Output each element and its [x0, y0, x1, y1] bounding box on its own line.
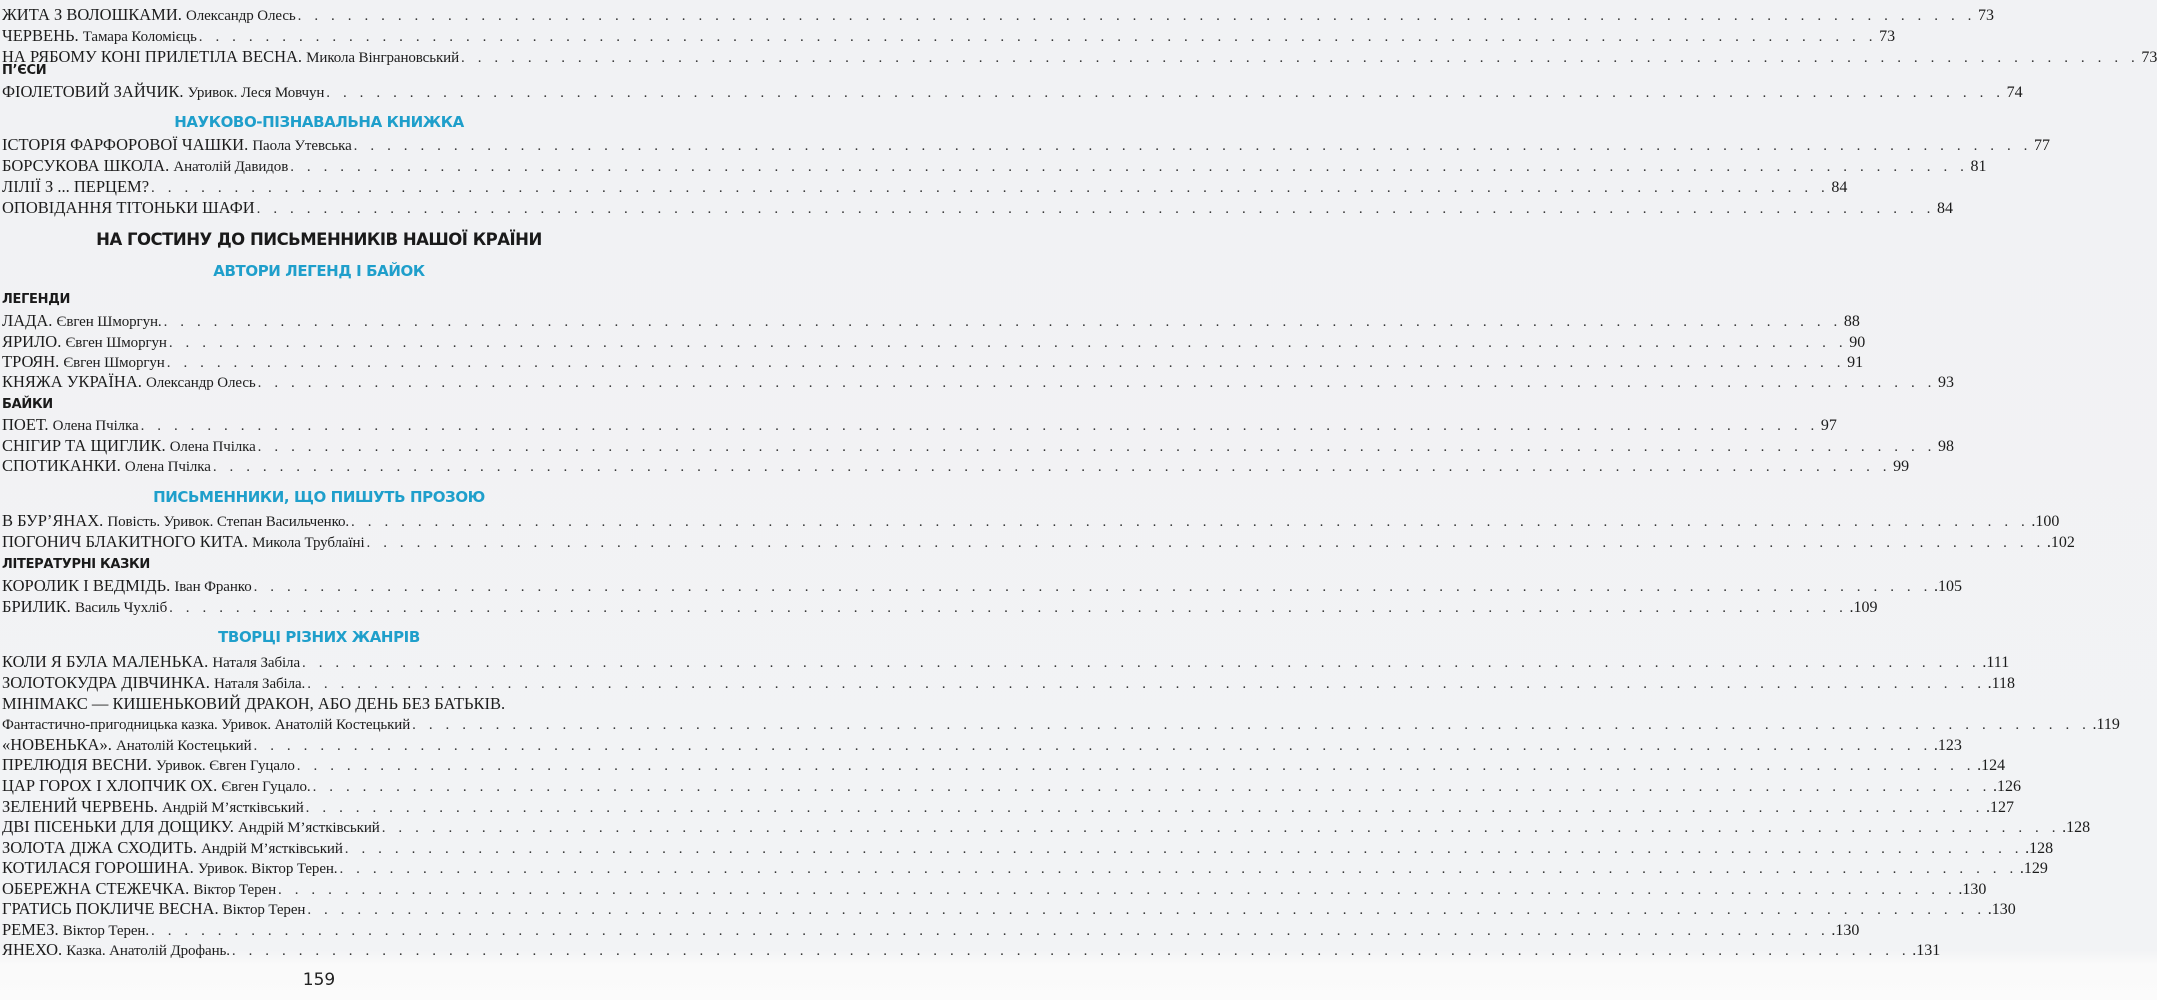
leader-dots: . . . . . . . . . . . . . . . . . . . . . . . . . . . . . . . . . . . . . . . . . . . . . . . . . . . . . . . . . . . . . . . . . . . . . . . . . . . . . . . . . . . . . . . . . . . . . . . . . . . . . [351, 514, 2030, 530]
toc-entry[interactable] [2, 651, 2010, 672]
entry-title: «НОВЕНЬКА». [2, 735, 112, 754]
leader-dots: . . . . . . . . . . . . . . . . . . . . . . . . . . . . . . . . . . . . . . . . . . . . . . . . . . . . . . . . . . . . . . . . . . . . . . . . . . . . . . . . . . . . . . . . . . . . . . . . . . . . . [231, 943, 1911, 959]
entry-page: 93 [1938, 374, 1955, 391]
entry-page: 84 [1831, 179, 1848, 196]
entry-page: 77 [2034, 137, 2051, 154]
entry-author: Тамара Коломієць [82, 29, 197, 45]
entry-page: .128 [2062, 819, 2091, 836]
entry-page: .119 [2092, 716, 2120, 733]
leader-dots: . . . . . . . . . . . . . . . . . . . . . . . . . . . . . . . . . . . . . . . . . . . . . . . . . . . . . . . . . . . . . . . . . . . . . . . . . . . . . . . . . . . . . . . . . . . . . . . . . . . . . [253, 579, 1932, 595]
entry-author: Анатолій Костецький [115, 738, 252, 754]
entry-author: Уривок. Леся Мовчун [187, 85, 325, 101]
leader-dots: . . . . . . . . . . . . . . . . . . . . . . . . . . . . . . . . . . . . . . . . . . . . . . . . . . . . . . . . . . . . . . . . . . . . . . . . . . . . . . . . . . . . . . . . . . . . . . . . . . . . . [257, 375, 1937, 391]
entry-title: ДВІ ПІСЕНЬКИ ДЛЯ ДОЩИКУ. [2, 817, 234, 836]
leader-dots: . . . . . . . . . . . . . . . . . . . . . . . . . . . . . . . . . . . . . . . . . . . . . . . . . . . . . . . . . . . . . . . . . . . . . . . . . . . . . . . . . . . . . . . . . . . . . . . . . . . . . [212, 459, 1892, 475]
entry-author: Андрій М’ястківський [201, 841, 343, 857]
leader-dots: . . . . . . . . . . . . . . . . . . . . . . . . . . . . . . . . . . . . . . . . . . . . . . . . . . . . . . . . . . . . . . . . . . . . . . . . . . . . . . . . . . . . . . . . . . . . . . . . . . . . . [163, 314, 1842, 330]
entry-author: Віктор Терен [222, 902, 306, 918]
entry-author: Віктор Терен [193, 882, 276, 898]
entry-title: ЗОЛОТА ДІЖА СХОДИТЬ. [2, 838, 197, 857]
section-heading-prose: ПИСЬМЕННИКИ, ЩО ПИШУТЬ ПРОЗОЮ [153, 488, 485, 506]
entry-title: ТРОЯН. [2, 352, 60, 371]
leader-dots: . . . . . . . . . . . . . . . . . . . . . . . . . . . . . . . . . . . . . . . . . . . . . . . . . . . . . . . . . . . . . . . . . . . . . . . . . . . . . . . . . . . . . . . . . . . . . . . . . . . . . [344, 841, 2024, 857]
entry-title: РЕМЕЗ. [2, 920, 59, 939]
entry-page: .109 [1849, 599, 1878, 616]
leader-dots: . . . . . . . . . . . . . . . . . . . . . . . . . . . . . . . . . . . . . . . . . . . . . . . . . . . . . . . . . . . . . . . . . . . . . . . . . . . . . . . . . . . . . . . . . . . . . . . . . . . . . [166, 355, 1846, 371]
entry-title: ЗЕЛЕНИЙ ЧЕРВЕНЬ. [2, 797, 158, 816]
toc-entry[interactable] [2, 46, 2157, 67]
entry-author: Василь Чухліб [74, 600, 168, 616]
entry-page: 73 [1879, 28, 1896, 45]
entry-page: 84 [1937, 200, 1953, 217]
entry-page: .127 [1986, 799, 2015, 816]
entry-author: Фантастично-пригодницька казка. Уривок. Анатолій Костецький [2, 717, 411, 733]
toc-entry[interactable] [2, 857, 2048, 878]
entry-title: КНЯЖА УКРАЇНА. [2, 372, 142, 391]
entry-title: ФІОЛЕТОВИЙ ЗАЙЧИК. [2, 82, 184, 101]
subsection-heading-plays: П’ЄСИ [2, 63, 47, 78]
toc-entry[interactable] [2, 837, 2054, 858]
entry-page: .128 [2025, 840, 2054, 857]
entry-author: Євген Гуцало. [221, 779, 311, 795]
leader-dots: . . . . . . . . . . . . . . . . . . . . . . . . . . . . . . . . . . . . . . . . . . . . . . . . . . . . . . . . . . . . . . . . . . . . . . . . . . . . . . . . . . . . . . . . . . . . . . . . . . . . . [381, 820, 2061, 836]
leader-dots: . . . . . . . . . . . . . . . . . . . . . . . . . . . . . . . . . . . . . . . . . . . . . . . . . . . . . . . . . . . . . . . . . . . . . . . . . . . . . . . . . . . . . . . . . . . . . . . . . . . . . [302, 655, 1981, 671]
subsection-heading-legends: ЛЕГЕНДИ [2, 292, 71, 307]
entry-title: ІСТОРІЯ ФАРФОРОВОЇ ЧАШКИ. [2, 135, 249, 154]
entry-title: В БУР’ЯНАХ. [2, 511, 104, 530]
entry-title: ПОГОНИЧ БЛАКИТНОГО КИТА. [2, 532, 248, 551]
entry-title: БРИЛИК. [2, 597, 71, 616]
leader-dots: . . . . . . . . . . . . . . . . . . . . . . . . . . . . . . . . . . . . . . . . . . . . . . . . . . . . . . . . . . . . . . . . . . . . . . . . . . . . . . . . . . . . . . . . . . . . . . . . . . . . . [326, 85, 2005, 101]
page-number: 159 [302, 970, 336, 990]
entry-author: Євген Шморгун [65, 335, 167, 351]
entry-title: ЯНЕХО. [2, 940, 63, 959]
leader-dots: . . . . . . . . . . . . . . . . . . . . . . . . . . . . . . . . . . . . . . . . . . . . . . . . . . . . . . . . . . . . . . . . . . . . . . . . . . . . . . . . . . . . . . . . . . . . . . . . . . . . . [256, 201, 1935, 217]
entry-page: 97 [1820, 417, 1837, 434]
entry-page: .102 [2046, 534, 2075, 551]
entry-page: 73 [2141, 49, 2157, 66]
entry-page: .126 [1992, 778, 2021, 795]
section-heading-science: НАУКОВО-ПІЗНАВАЛЬНА КНИЖКА [174, 113, 464, 131]
toc-entry[interactable] [2, 898, 2016, 919]
entry-author: Євген Шморгун. [56, 314, 162, 330]
entry-author: Паола Утевська [252, 138, 352, 154]
entry-author: Олена Пчілка [124, 459, 211, 475]
entry-title: ОПОВІДАННЯ ТІТОНЬКИ ШАФИ [2, 198, 255, 217]
entry-author: Олена Пчілка [169, 439, 256, 455]
leader-dots: . . . . . . . . . . . . . . . . . . . . . . . . . . . . . . . . . . . . . . . . . . . . . . . . . . . . . . . . . . . . . . . . . . . . . . . . . . . . . . . . . . . . . . . . . . . . . . . . . . . . . [412, 717, 2091, 733]
entry-page: 88 [1843, 313, 1860, 330]
entry-page: 91 [1847, 354, 1864, 371]
leader-dots: . . . . . . . . . . . . . . . . . . . . . . . . . . . . . . . . . . . . . . . . . . . . . . . . . . . . . . . . . . . . . . . . . . . . . . . . . . . . . . . . . . . . . . . . . . . . . . . . . . . . . [366, 535, 2045, 551]
toc-entry[interactable] [2, 672, 2015, 693]
entry-author: Олександр Олесь [146, 375, 256, 391]
entry-author: Олександр Олесь [186, 8, 296, 24]
entry-title: ЦАР ГОРОХ І ХЛОПЧИК ОХ. [2, 776, 218, 795]
leader-dots: . . . . . . . . . . . . . . . . . . . . . . . . . . . . . . . . . . . . . . . . . . . . . . . . . . . . . . . . . . . . . . . . . . . . . . . . . . . . . . . . . . . . . . . . . . . . . . . . . . . . . [198, 29, 1878, 45]
leader-dots: . . . . . . . . . . . . . . . . . . . . . . . . . . . . . . . . . . . . . . . . . . . . . . . . . . . . . . . . . . . . . . . . . . . . . . . . . . . . . . . . . . . . . . . . . . . . . . . . . . . . . [257, 439, 1937, 455]
leader-dots: . . . . . . . . . . . . . . . . . . . . . . . . . . . . . . . . . . . . . . . . . . . . . . . . . . . . . . . . . . . . . . . . . . . . . . . . . . . . . . . . . . . . . . . . . . . . . . . . . . . . . [253, 738, 1932, 754]
toc-entry[interactable] [2, 713, 2120, 734]
toc-entry[interactable] [2, 575, 1962, 596]
toc-entry[interactable] [2, 414, 1837, 435]
toc-entry[interactable] [2, 331, 1866, 352]
subsection-heading-fables: БАЙКИ [2, 397, 53, 412]
toc-entry[interactable] [2, 351, 1864, 372]
leader-dots: . . . . . . . . . . . . . . . . . . . . . . . . . . . . . . . . . . . . . . . . . . . . . . . . . . . . . . . . . . . . . . . . . . . . . . . . . . . . . . . . . . . . . . . . . . . . . . . . . . . . . [151, 923, 1830, 939]
entry-page: .130 [1958, 881, 1987, 898]
leader-dots: . . . . . . . . . . . . . . . . . . . . . . . . . . . . . . . . . . . . . . . . . . . . . . . . . . . . . . . . . . . . . . . . . . . . . . . . . . . . . . . . . . . . . . . . . . . . . . . . . . . . . [278, 882, 1957, 898]
entry-author: Казка. Анатолій Дрофань. [66, 943, 230, 959]
section-heading-legends-fables: АВТОРИ ЛЕГЕНД І БАЙОК [213, 262, 425, 280]
entry-page: .131 [1912, 942, 1941, 959]
entry-title: ПРЕЛЮДІЯ ВЕСНИ. [2, 755, 152, 774]
entry-title: ПОЕТ. [2, 415, 49, 434]
toc-entry[interactable] [2, 435, 1955, 456]
toc-entry[interactable] [2, 455, 1910, 476]
main-section-heading: НА ГОСТИНУ ДО ПИСЬМЕННИКІВ НАШОЇ КРАЇНИ [96, 230, 542, 249]
toc-entry[interactable] [2, 816, 2091, 837]
entry-title: СНІГИР ТА ЩИГЛИК. [2, 436, 166, 455]
toc-entry[interactable] [2, 25, 1896, 46]
entry-title: СПОТИКАНКИ. [2, 456, 121, 475]
entry-title: ОБЕРЕЖНА СТЕЖЕЧКА. [2, 879, 190, 898]
toc-entry[interactable] [2, 919, 1860, 940]
entry-title: КОТИЛАСЯ ГОРОШИНА. [2, 858, 194, 877]
entry-author: Наталя Забіла. [213, 676, 306, 692]
entry-title: ЛАДА. [2, 311, 53, 330]
entry-page: 90 [1849, 334, 1866, 351]
entry-page: 74 [2006, 84, 2023, 101]
entry-page: .105 [1933, 578, 1962, 595]
toc-entry[interactable] [2, 754, 2006, 775]
entry-author: Микола Вінграновський [306, 50, 460, 66]
entry-title: ЖИТА З ВОЛОШКАМИ. [2, 5, 182, 24]
leader-dots: . . . . . . . . . . . . . . . . . . . . . . . . . . . . . . . . . . . . . . . . . . . . . . . . . . . . . . . . . . . . . . . . . . . . . . . . . . . . . . . . . . . . . . . . . . . . . . . . . . . . . [461, 50, 2140, 66]
leader-dots: . . . . . . . . . . . . . . . . . . . . . . . . . . . . . . . . . . . . . . . . . . . . . . . . . . . . . . . . . . . . . . . . . . . . . . . . . . . . . . . . . . . . . . . . . . . . . . . . . . . . . [353, 138, 2033, 154]
entry-page: .130 [1987, 901, 2016, 918]
entry-title: НА РЯБОМУ КОНІ ПРИЛЕТІЛА ВЕСНА. [2, 47, 303, 66]
leader-dots: . . . . . . . . . . . . . . . . . . . . . . . . . . . . . . . . . . . . . . . . . . . . . . . . . . . . . . . . . . . . . . . . . . . . . . . . . . . . . . . . . . . . . . . . . . . . . . . . . . . . . [305, 800, 1985, 816]
toc-entry[interactable] [2, 371, 1955, 392]
toc-entry[interactable] [2, 734, 1962, 755]
entry-author: Микола Трублаїні [252, 535, 365, 551]
entry-page: .111 [1982, 654, 2010, 671]
toc-entry[interactable] [2, 197, 1953, 218]
leader-dots: . . . . . . . . . . . . . . . . . . . . . . . . . . . . . . . . . . . . . . . . . . . . . . . . . . . . . . . . . . . . . . . . . . . . . . . . . . . . . . . . . . . . . . . . . . . . . . . . . . . . . [169, 600, 1848, 616]
leader-dots: . . . . . . . . . . . . . . . . . . . . . . . . . . . . . . . . . . . . . . . . . . . . . . . . . . . . . . . . . . . . . . . . . . . . . . . . . . . . . . . . . . . . . . . . . . . . . . . . . . . . . [339, 861, 2018, 877]
entry-page: .130 [1831, 922, 1860, 939]
toc-entry[interactable] [2, 310, 1860, 331]
entry-author: Анатолій Давидов [173, 159, 289, 175]
leader-dots: . . . . . . . . . . . . . . . . . . . . . . . . . . . . . . . . . . . . . . . . . . . . . . . . . . . . . . . . . . . . . . . . . . . . . . . . . . . . . . . . . . . . . . . . . . . . . . . . . . . . . [296, 758, 1976, 774]
toc-entry[interactable] [2, 134, 2051, 155]
entry-title-line[interactable]: МІНІМАКС — КИШЕНЬКОВИЙ ДРАКОН, АБО ДЕНЬ БЕЗ БАТЬКІВ. [2, 694, 506, 713]
entry-author: Наталя Забіла [212, 655, 301, 671]
entry-author: Уривок. Віктор Терен. [197, 861, 338, 877]
toc-entry[interactable] [2, 176, 1848, 197]
entry-page: 99 [1893, 458, 1910, 475]
entry-page: 98 [1938, 438, 1955, 455]
entry-page: .124 [1977, 757, 2006, 774]
entry-title: ГРАТИСЬ ПОКЛИЧЕ ВЕСНА. [2, 899, 219, 918]
entry-page: .100 [2031, 513, 2060, 530]
entry-title: БОРСУКОВА ШКОЛА. [2, 156, 170, 175]
entry-title: ЛІЛІЇ З ... ПЕРЦЕМ? [2, 177, 150, 196]
entry-author: Андрій М’ястківський [238, 820, 380, 836]
leader-dots: . . . . . . . . . . . . . . . . . . . . . . . . . . . . . . . . . . . . . . . . . . . . . . . . . . . . . . . . . . . . . . . . . . . . . . . . . . . . . . . . . . . . . . . . . . . . . . . . . . . . . [168, 335, 1848, 351]
entry-author: Віктор Терен. [62, 923, 149, 939]
entry-page: 73 [1978, 7, 1995, 24]
entry-author: Євген Шморгун [63, 355, 165, 371]
toc-entry[interactable] [2, 531, 2075, 552]
entry-page: .118 [1987, 675, 2015, 692]
entry-page: .123 [1933, 737, 1962, 754]
toc-entry[interactable] [2, 939, 1941, 960]
entry-author: Андрій М’ястківський [161, 800, 304, 816]
toc-entry[interactable] [2, 510, 2060, 531]
entry-title: КОЛИ Я БУЛА МАЛЕНЬКА. [2, 652, 209, 671]
section-heading-genres: ТВОРЦІ РІЗНИХ ЖАНРІВ [218, 628, 420, 646]
leader-dots: . . . . . . . . . . . . . . . . . . . . . . . . . . . . . . . . . . . . . . . . . . . . . . . . . . . . . . . . . . . . . . . . . . . . . . . . . . . . . . . . . . . . . . . . . . . . . . . . . . . . . [151, 180, 1830, 196]
subsection-heading-literary-tales: ЛІТЕРАТУРНІ КАЗКИ [2, 557, 150, 572]
toc-entry[interactable] [2, 878, 1987, 899]
leader-dots: . . . . . . . . . . . . . . . . . . . . . . . . . . . . . . . . . . . . . . . . . . . . . . . . . . . . . . . . . . . . . . . . . . . . . . . . . . . . . . . . . . . . . . . . . . . . . . . . . . . . . [307, 902, 1986, 918]
entry-title: КОРОЛИК І ВЕДМІДЬ. [2, 576, 171, 595]
entry-title: ЗОЛОТОКУДРА ДІВЧИНКА. [2, 673, 210, 692]
entry-author: Іван Франко [174, 579, 252, 595]
entry-page: .129 [2019, 860, 2048, 877]
entry-title: ЧЕРВЕНЬ. [2, 26, 79, 45]
leader-dots: . . . . . . . . . . . . . . . . . . . . . . . . . . . . . . . . . . . . . . . . . . . . . . . . . . . . . . . . . . . . . . . . . . . . . . . . . . . . . . . . . . . . . . . . . . . . . . . . . . . . . [312, 779, 1991, 795]
entry-author: Уривок. Євген Гуцало [155, 758, 295, 774]
toc-entry[interactable] [2, 81, 2023, 102]
entry-author: Олена Пчілка [52, 418, 139, 434]
leader-dots: . . . . . . . . . . . . . . . . . . . . . . . . . . . . . . . . . . . . . . . . . . . . . . . . . . . . . . . . . . . . . . . . . . . . . . . . . . . . . . . . . . . . . . . . . . . . . . . . . . . . . [297, 8, 1977, 24]
toc-entry[interactable] [2, 4, 1995, 25]
entry-title: ЯРИЛО. [2, 332, 62, 351]
entry-page: 81 [1970, 158, 1987, 175]
leader-dots: . . . . . . . . . . . . . . . . . . . . . . . . . . . . . . . . . . . . . . . . . . . . . . . . . . . . . . . . . . . . . . . . . . . . . . . . . . . . . . . . . . . . . . . . . . . . . . . . . . . . . [307, 676, 1986, 692]
toc-entry[interactable] [2, 796, 2015, 817]
leader-dots: . . . . . . . . . . . . . . . . . . . . . . . . . . . . . . . . . . . . . . . . . . . . . . . . . . . . . . . . . . . . . . . . . . . . . . . . . . . . . . . . . . . . . . . . . . . . . . . . . . . . . [290, 159, 1969, 175]
entry-author: Повість. Уривок. Степан Васильченко. [107, 514, 350, 530]
leader-dots: . . . . . . . . . . . . . . . . . . . . . . . . . . . . . . . . . . . . . . . . . . . . . . . . . . . . . . . . . . . . . . . . . . . . . . . . . . . . . . . . . . . . . . . . . . . . . . . . . . . . . [140, 418, 1819, 434]
toc-entry[interactable] [2, 155, 1987, 176]
toc-entry[interactable] [2, 775, 2021, 796]
toc-entry[interactable] [2, 596, 1878, 617]
